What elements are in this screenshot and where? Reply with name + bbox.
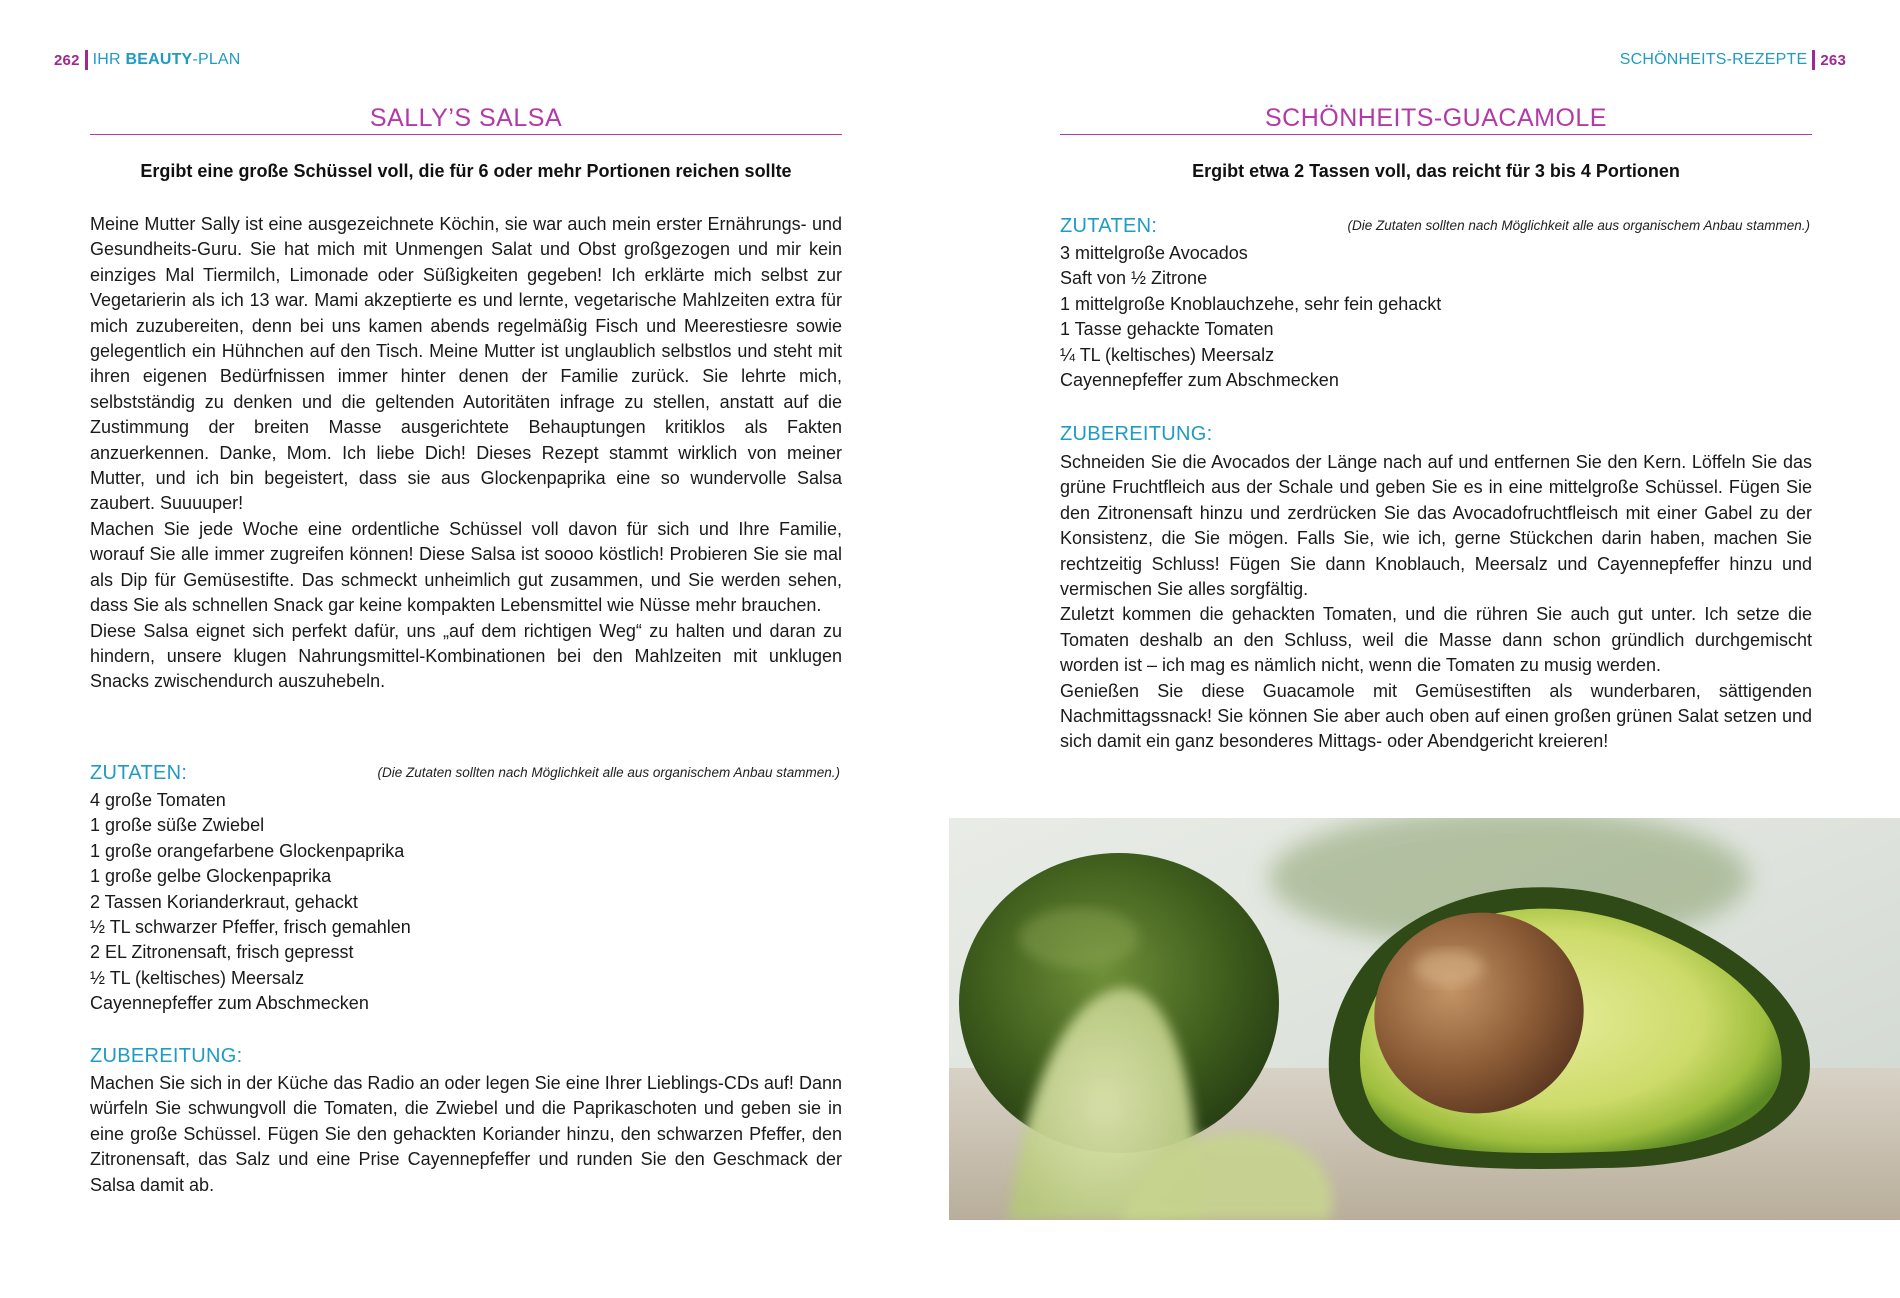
ingredients-label-salsa: ZUTATEN: [90,762,188,784]
intro-paragraph: Diese Salsa eignet sich perfekt dafür, uns „auf dem richtigen Weg“ zu halten und daran zu hindern, unsere klugen Nahrungsmittel-Kombinationen bei den Mahlzeiten mit unklugen Snacks zwischendurch auszuhebeln. [90,620,842,692]
list-item: 1 große orangefarbene Glockenpaprika [90,840,405,861]
list-item: ½ TL (keltisches) Meersalz [90,967,305,988]
page-number-left: 262 [54,51,80,69]
list-item: 1 mittelgroße Knoblauchzehe, sehr fein gehackt [1060,293,1442,314]
list-item: Saft von ½ Zitrone [1060,268,1208,289]
preparation-text-salsa [90,1071,842,1198]
section-name-right: SCHÖNHEITS-REZEPTE [1619,51,1808,68]
list-item: ¼ TL (keltisches) Meersalz [1060,344,1275,365]
recipe-title-salsa: SALLY’S SALSA [90,104,842,135]
list-item: ½ TL schwarzer Pfeffer, frisch gemahlen [90,917,411,938]
recipe-title-guacamole: SCHÖNHEITS-GUACAMOLE [1060,104,1812,135]
list-item: 1 Tasse gehackte Tomaten [1060,319,1274,340]
section-name-left [93,51,241,69]
list-item: Cayennepfeffer zum Abschmecken [1060,370,1339,391]
ingredients-note-salsa: (Die Zutaten sollten nach Möglichkeit alle aus organischem Anbau stammen.) [377,765,840,780]
ingredients-label-guacamole: ZUTATEN: [1060,215,1158,237]
list-item: 1 große gelbe Glockenpaprika [90,866,332,887]
yield-guacamole: Ergibt etwa 2 Tassen voll, das reicht für 3 bis 4 Portionen [1192,161,1680,181]
avocado-photo [949,818,1900,1220]
ingredients-note-guacamole: (Die Zutaten sollten nach Möglichkeit alle aus organischem Anbau stammen.) [1347,218,1810,233]
preparation-label-salsa: ZUBEREITUNG: [90,1045,243,1067]
section-prefix: IHR [92,51,126,68]
preparation-paragraph: Machen Sie sich in der Küche das Radio an oder legen Sie eine Ihrer Lieblings-CDs auf! Dann würfeln Sie schwungvoll die Tomaten, die Zwiebel und die Paprikaschoten und geben sie in eine große Schüssel. Fügen Sie den gehackten Koriander hinzu, den schwarzen Pfeffer, den Zitronensaft, das Salz und eine Prise Cayennepfeffer und runden Sie den Geschmack der Salsa damit ab. [90,1073,842,1195]
running-head-left [54,50,241,70]
list-item: 1 große süße Zwiebel [90,815,265,836]
list-item: 2 Tassen Korianderkraut, gehackt [90,891,358,912]
list-item: 3 mittelgroße Avocados [1060,243,1248,263]
preparation-paragraph: Schneiden Sie die Avocados der Länge nach auf und entfernen Sie den Kern. Löffeln Sie das grüne Fruchtfleich aus der Schale und geben Sie es in eine mittelgroße Schüssel. Fügen Sie den Zitronensaft hinzu und zerdrücken Sie das Avocadofruchtfleisch mit einer Gabel zu der Konsistenz, die Sie mögen. Falls Sie, wie ich, gerne Stückchen darin haben, machen Sie rechtzeitig Schluss! Fügen Sie dann Knoblauch, Meersalz und Cayennepfeffer hinzu und vermischen Sie alles sorgfältig. [1060,452,1812,600]
intro-paragraph: Meine Mutter Sally ist eine ausgezeichnete Köchin, sie war auch mein erster Ernährungs- und Gesundheits-Guru. Sie hat mich mit Unmengen Salat und Obst großgezogen und mir kein einziges Mal Tiermilch, Limonade oder Süßigkeiten gegeben! Ich erklärte mich selbst zur Vegetarierin als ich 13 war. Mami akzeptierte es und lernte, vegetarische Mahlzeiten extra für mich zuzubereiten, denn bei uns kamen abends regelmäßig Fisch und Meerestiesre sowie gelegentlich ein Hühnchen auf den Tisch. Meine Mutter ist unglaublich selbstlos und steht mit ihren eigenen Bedürfnissen immer hinter denen der Familie zurück. Sie lehrte mich, selbstständig zu denken und die geltenden Autoritäten infrage zu stellen, anstatt auf die Zustimmung der breiten Masse ausgerichtete Behauptungen kritiklos als Fakten anzuerkennen. Danke, Mom. Ich liebe Dich! Dieses Rezept stammt wirklich von meiner Mutter, und ich bin begeistert, dass sie aus Glockenpaprika eine so wundervolle Salsa zaubert. Suuuuper! [90,214,842,514]
preparation-paragraph: Genießen Sie diese Guacamole mit Gemüsestiften als wunderbaren, sättigenden Nachmittagssnack! Sie können Sie aber auch oben auf einen großen grünen Salat setzen und sich damit ein ganz besonderes Mittags- oder Abendgericht kreieren! [1060,680,1812,752]
preparation-label-guacamole: ZUBEREITUNG: [1060,423,1213,445]
intro-text [90,212,842,695]
list-item: Cayennepfeffer zum Abschmecken [90,993,369,1014]
intro-paragraph: Machen Sie jede Woche eine ordentliche Schüssel voll davon für sich und Ihre Familie, worauf Sie alle immer zugreifen können! Diese Salsa ist soooo köstlich! Probieren Sie sie mal als Dip für Gemüsestifte. Das schmeckt unheimlich gut zusammen, und Sie werden sehen, dass Sie als schnellen Snack gar keine kompakten Lebensmittel wie Nüsse mehr brauchen. [90,518,842,616]
preparation-paragraph: Zuletzt kommen die gehackten Tomaten, und die rühren Sie auch gut unter. Ich setze die Tomaten deshalb an den Schluss, weil die Masse dann schon gründlich durchgemischt worden ist – ich mag es nämlich nicht, wenn die Tomaten zu musig werden. [1060,604,1812,676]
yield-salsa: Ergibt eine große Schüssel voll, die für 6 oder mehr Portionen reichen sollte [140,161,792,181]
ingredients-list-guacamole [1060,241,1441,393]
running-head-divider [1812,50,1815,70]
page-number-right: 263 [1820,51,1846,69]
section-bold: BEAUTY [125,51,193,68]
list-item: 4 große Tomaten [90,790,226,810]
running-head-divider [85,50,88,70]
running-head-right [1620,50,1846,70]
ingredients-list-salsa [90,788,411,1017]
section-suffix: -PLAN [192,51,241,68]
preparation-text-guacamole [1060,450,1812,755]
list-item: 2 EL Zitronensaft, frisch gepresst [90,942,354,963]
